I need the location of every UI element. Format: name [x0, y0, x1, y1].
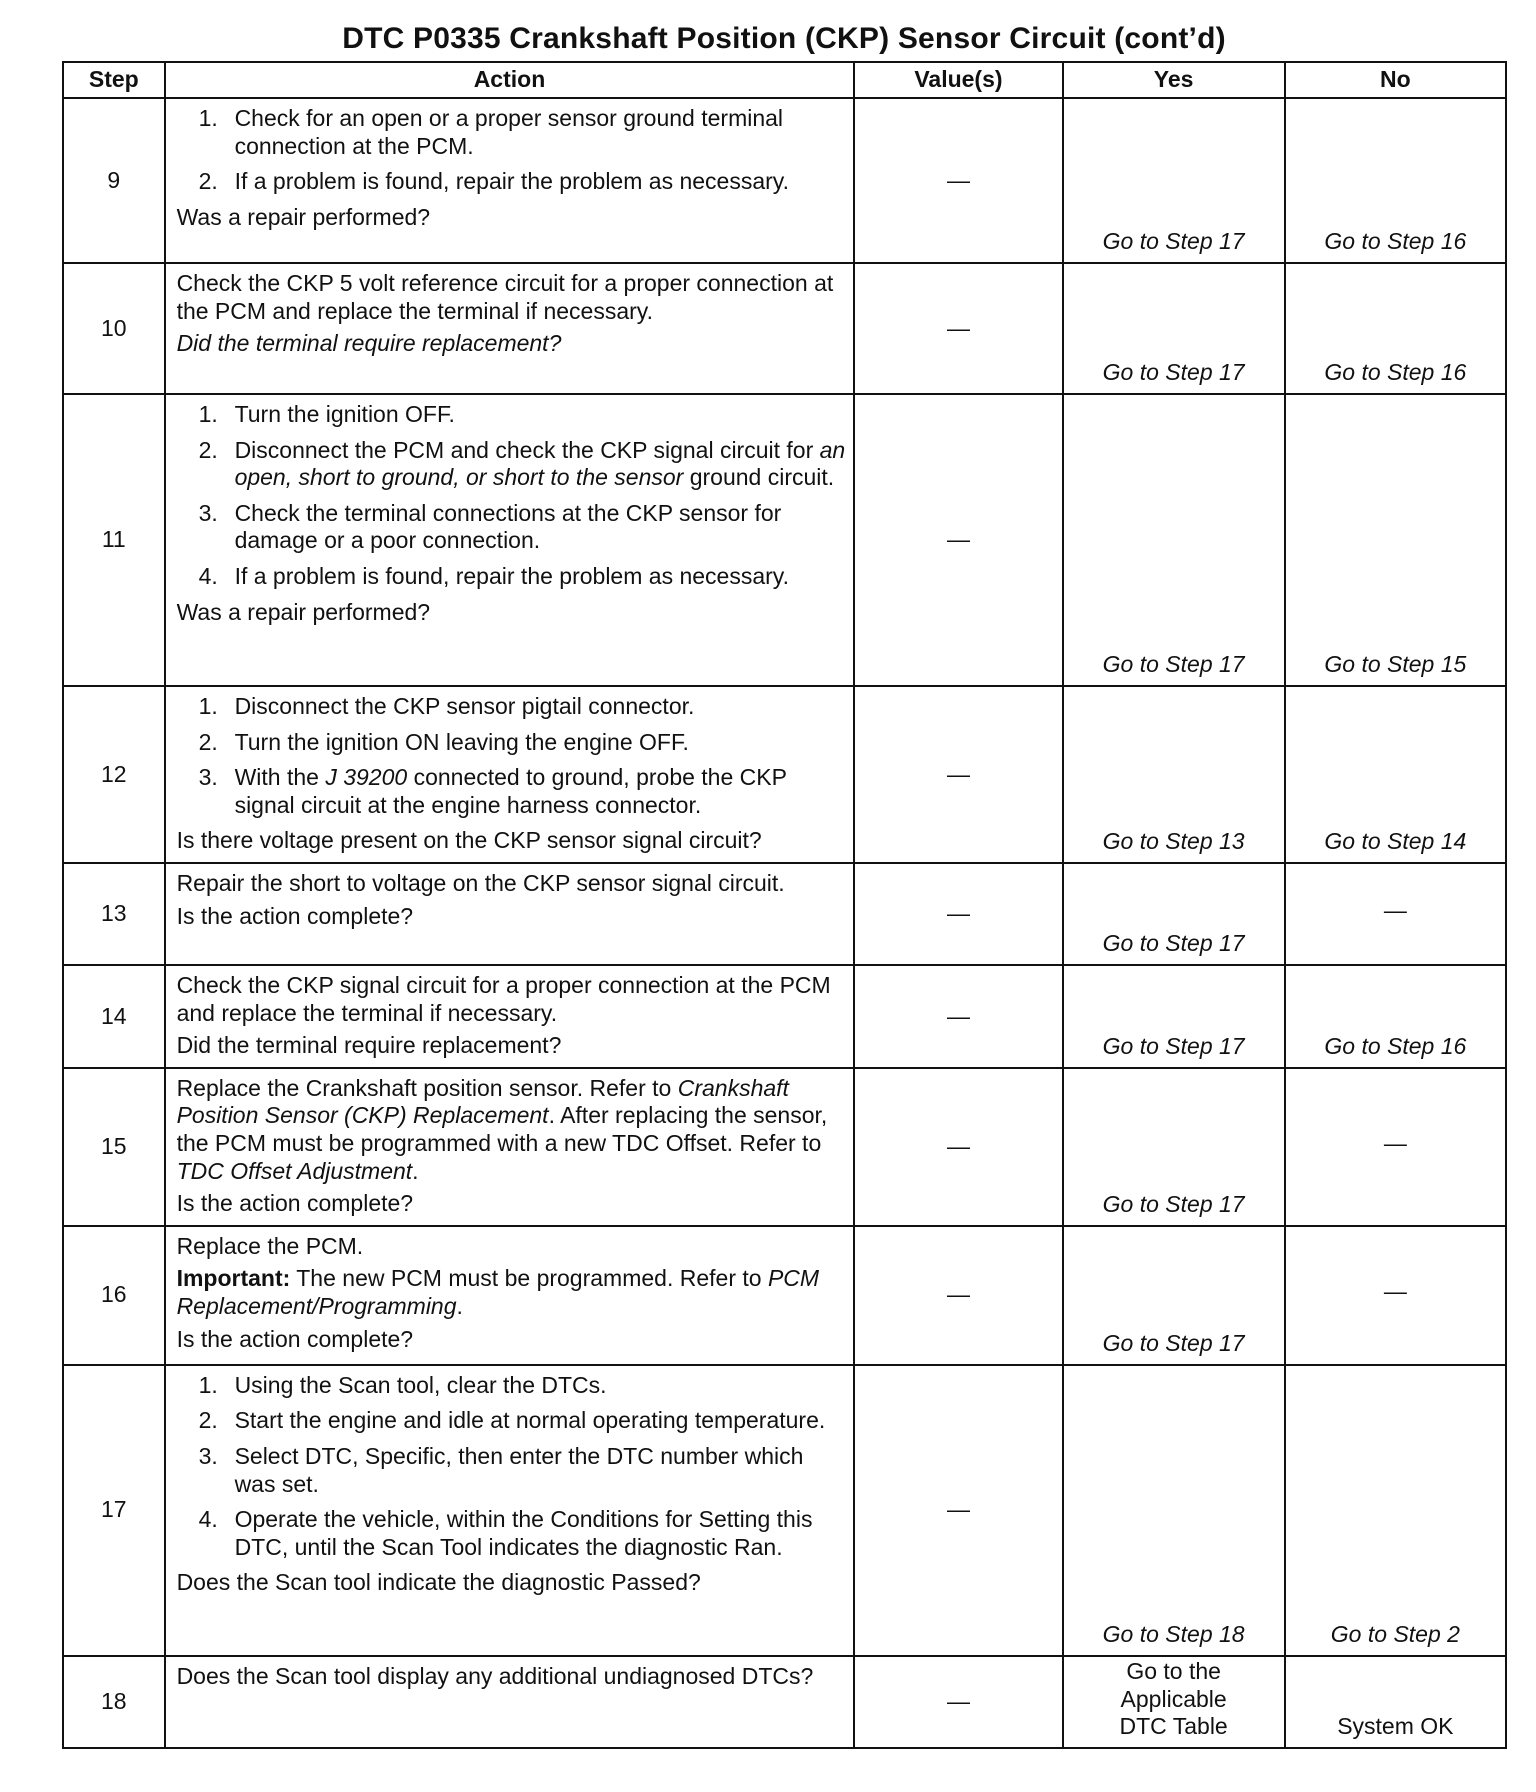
action-item — [177, 168, 846, 196]
no-cell: Go to Step 15 — [1285, 394, 1506, 686]
action-cell — [165, 394, 855, 686]
yes-cell: Go to Step 17 — [1063, 98, 1285, 263]
table-row — [63, 98, 1506, 263]
item-text: Disconnect the CKP sensor pigtail connector. — [234, 693, 695, 719]
action-question: Is the action complete? — [176, 1325, 414, 1352]
action-cell — [165, 863, 855, 965]
action-text: Check the CKP signal circuit for a proper connection at the PCM and replace the terminal if necessary. — [176, 971, 831, 1026]
action-question: Was a repair performed? — [176, 203, 431, 230]
action-text: Does the Scan tool display any additional undiagnosed DTCs? — [176, 1662, 814, 1689]
step-number: 14 — [63, 965, 165, 1068]
value-cell: — — [854, 965, 1062, 1068]
yes-cell — [1063, 1656, 1285, 1748]
item-text: If a problem is found, repair the problem as necessary. — [234, 168, 789, 195]
value-cell: — — [854, 1365, 1062, 1656]
action-cell — [165, 1656, 855, 1748]
item-number: 3. — [198, 1442, 218, 1469]
value-cell: — — [854, 1226, 1062, 1365]
item-number: 3. — [198, 764, 218, 791]
yes-cell: Go to Step 17 — [1063, 965, 1285, 1068]
yes-cell: Go to Step 17 — [1063, 394, 1285, 686]
item-text: Turn the ignition ON leaving the engine OFF. — [234, 728, 689, 755]
step-number: 17 — [63, 1365, 165, 1656]
step-number: 15 — [63, 1068, 165, 1226]
header-action: Action — [165, 62, 855, 98]
item-text: Turn the ignition OFF. — [234, 401, 455, 427]
value-cell: — — [854, 263, 1062, 394]
yes-line: Go to the — [1126, 1657, 1221, 1684]
table-header-row — [63, 62, 1506, 98]
item-text: Operate the vehicle, within the Conditions for Setting this DTC, until the Scan Tool indicates the diagnostic Ran. — [234, 1506, 813, 1560]
step-number: 9 — [63, 98, 165, 263]
item-number: 1. — [198, 1371, 218, 1398]
action-question: Does the Scan tool indicate the diagnostic Passed? — [176, 1569, 701, 1596]
step-number: 11 — [63, 394, 165, 686]
header-yes: Yes — [1063, 62, 1285, 98]
action-item — [177, 693, 846, 721]
page-title: DTC P0335 Crankshaft Position (CKP) Sensor Circuit (cont’d) — [342, 22, 1226, 55]
item-text: Using the Scan tool, clear the DTCs. — [234, 1371, 607, 1398]
table-row — [63, 965, 1506, 1068]
action-item — [177, 401, 846, 429]
step-number: 12 — [63, 686, 165, 863]
item-text-emphasis: an open, short to ground, or short to the sensor — [234, 436, 846, 491]
value-cell: — — [854, 394, 1062, 686]
important-label: Important: — [176, 1265, 291, 1292]
yes-cell: Go to Step 17 — [1063, 863, 1285, 965]
value-cell: — — [854, 686, 1062, 863]
action-cell — [165, 263, 855, 394]
no-cell: Go to Step 16 — [1285, 98, 1506, 263]
item-number: 2. — [198, 728, 218, 755]
value-cell: — — [854, 1068, 1062, 1226]
yes-line: DTC Table — [1119, 1713, 1228, 1740]
step-number: 10 — [63, 263, 165, 394]
procedure-reference: Crankshaft Position Sensor (CKP) Replacement — [176, 1074, 789, 1129]
item-text: Check for an open or a proper sensor ground terminal connection at the PCM. — [234, 105, 784, 159]
action-question: Was a repair performed? — [176, 598, 431, 625]
yes-cell: Go to Step 17 — [1063, 1226, 1285, 1365]
item-text: connected to ground, probe the CKP signal circuit at the engine harness connector. — [234, 764, 787, 818]
yes-line: Applicable — [1120, 1685, 1227, 1712]
table-row — [63, 394, 1506, 686]
action-item — [177, 1506, 846, 1561]
action-text: Replace the PCM. — [176, 1232, 364, 1259]
item-number: 1. — [198, 693, 218, 719]
no-cell: — — [1285, 863, 1506, 965]
table-row — [63, 1068, 1506, 1226]
yes-cell: Go to Step 17 — [1063, 263, 1285, 394]
value-cell: — — [854, 98, 1062, 263]
yes-cell: Go to Step 17 — [1063, 1068, 1285, 1226]
yes-cell: Go to Step 13 — [1063, 686, 1285, 863]
header-values: Value(s) — [854, 62, 1062, 98]
action-cell — [165, 98, 855, 263]
item-number: 1. — [198, 401, 218, 427]
item-text: Check the terminal connections at the CKP sensor for damage or a poor connection. — [234, 499, 782, 554]
item-number: 4. — [198, 1506, 218, 1533]
item-text: ground circuit. — [683, 464, 835, 491]
table-row — [63, 1226, 1506, 1365]
header-no: No — [1285, 62, 1506, 98]
no-cell: Go to Step 16 — [1285, 263, 1506, 394]
procedure-reference: PCM Replacement/Programming — [176, 1265, 820, 1319]
header-step: Step — [63, 62, 165, 98]
value-cell: — — [854, 863, 1062, 965]
action-item — [177, 500, 846, 555]
action-item — [177, 1372, 846, 1400]
action-text: Check the CKP 5 volt reference circuit for a proper connection at the PCM and replace the terminal if necessary. — [176, 270, 834, 324]
action-text: Replace the Crankshaft position sensor. Refer to Crankshaft Position Sensor (CKP) Replacement. After replacing the sensor, the PCM must be programmed with a new TDC Offset. Refer to TDC Offset Adjustment. — [176, 1074, 828, 1184]
procedure-reference: TDC Offset Adjustment — [176, 1157, 413, 1184]
action-question: Is there voltage present on the CKP sensor signal circuit? — [176, 827, 762, 854]
action-question: Did the terminal require replacement? — [176, 1032, 562, 1059]
action-question: Did the terminal require replacement? — [176, 330, 562, 357]
action-item — [177, 105, 846, 160]
action-item — [177, 437, 846, 492]
value-cell: — — [854, 1656, 1062, 1748]
step-number: 16 — [63, 1226, 165, 1365]
action-question: Is the action complete? — [176, 1190, 414, 1217]
item-text: With the — [234, 764, 326, 791]
item-number: 2. — [198, 1407, 218, 1434]
action-cell — [165, 1068, 855, 1226]
action-cell — [165, 965, 855, 1068]
no-cell: Go to Step 14 — [1285, 686, 1506, 863]
action-item — [177, 729, 846, 757]
action-item — [177, 764, 846, 819]
action-item — [177, 1443, 846, 1498]
item-number: 2. — [198, 436, 218, 463]
table-row — [63, 686, 1506, 863]
tool-reference: J 39200 — [325, 764, 408, 791]
table-row — [63, 263, 1506, 394]
item-text: Disconnect the PCM and check the CKP signal circuit for — [234, 436, 820, 463]
action-cell — [165, 1365, 855, 1656]
step-number: 18 — [63, 1656, 165, 1748]
action-text: Repair the short to voltage on the CKP sensor signal circuit. — [176, 869, 785, 896]
item-number: 4. — [198, 562, 218, 589]
yes-cell: Go to Step 18 — [1063, 1365, 1285, 1656]
item-text: Start the engine and idle at normal operating temperature. — [234, 1407, 826, 1434]
action-item — [177, 563, 846, 591]
important-note: Important: The new PCM must be programmed. Refer to PCM Replacement/Programming. — [176, 1265, 820, 1319]
item-text: If a problem is found, repair the problem as necessary. — [234, 562, 789, 589]
action-item — [177, 1407, 846, 1435]
no-cell: System OK — [1285, 1656, 1506, 1748]
action-cell — [165, 686, 855, 863]
item-text: Select DTC, Specific, then enter the DTC number which was set. — [234, 1442, 804, 1497]
item-number: 1. — [198, 105, 218, 131]
item-number: 3. — [198, 499, 218, 526]
table-row — [63, 863, 1506, 965]
no-cell: Go to Step 16 — [1285, 965, 1506, 1068]
diagnostic-table — [62, 61, 1507, 1749]
no-cell: Go to Step 2 — [1285, 1365, 1506, 1656]
table-row — [63, 1656, 1506, 1748]
no-cell: — — [1285, 1226, 1506, 1365]
step-number: 13 — [63, 863, 165, 965]
action-cell — [165, 1226, 855, 1365]
no-cell: — — [1285, 1068, 1506, 1226]
action-question: Is the action complete? — [176, 902, 414, 929]
table-row — [63, 1365, 1506, 1656]
item-number: 2. — [198, 168, 218, 195]
